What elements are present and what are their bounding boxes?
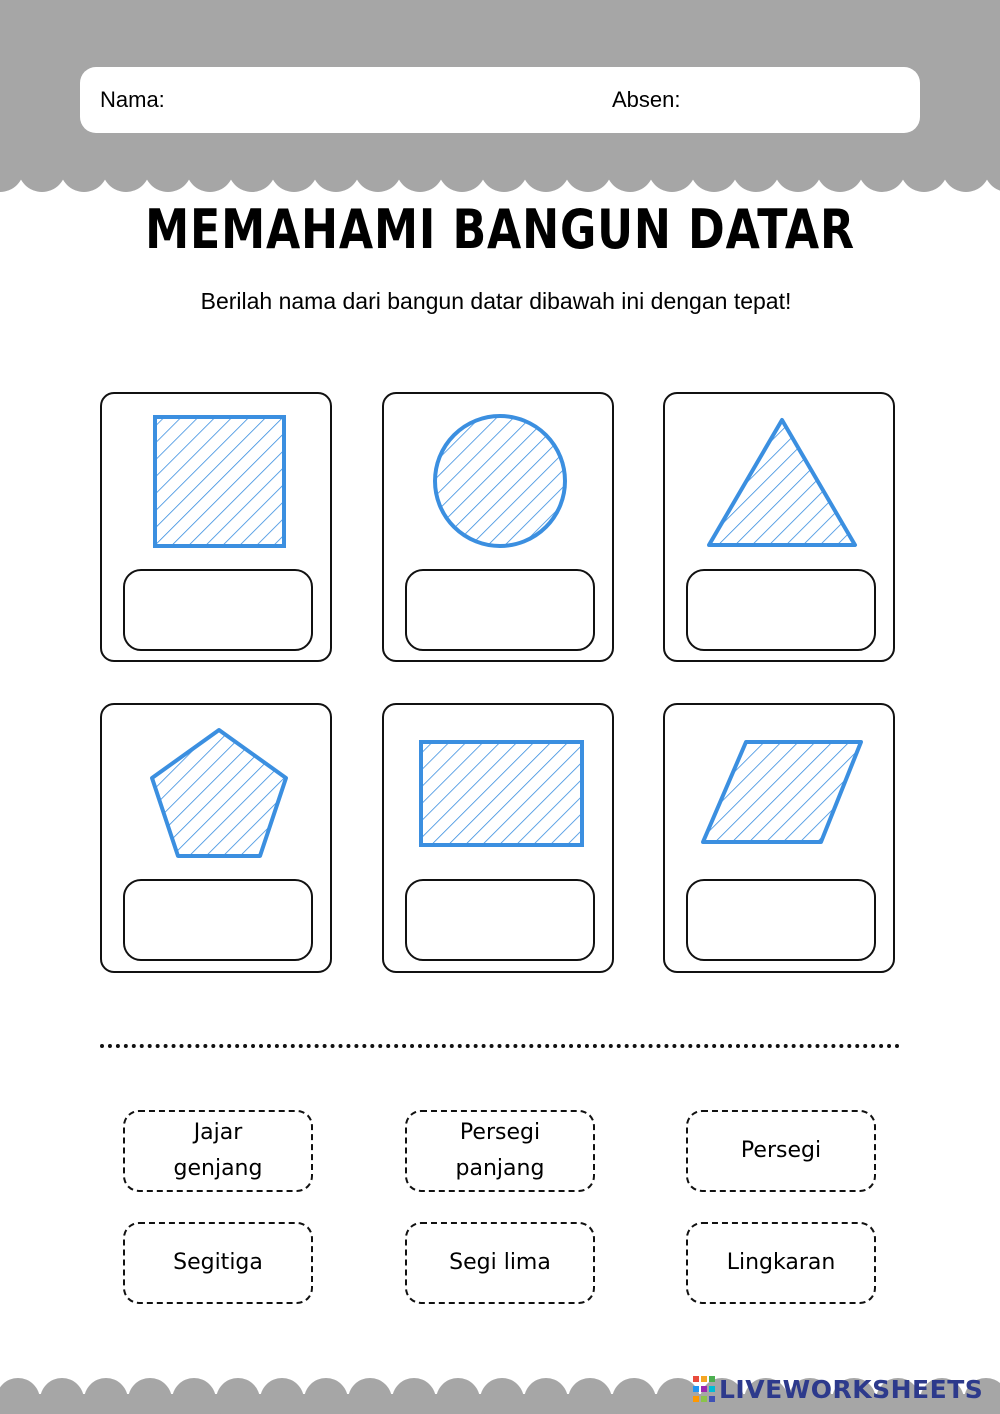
answer-box-1[interactable] [123,569,313,651]
answer-box-4[interactable] [123,879,313,961]
answer-box-3[interactable] [686,569,876,651]
word-chip-segi-lima[interactable]: Segi lima [405,1222,595,1304]
word-chip-segitiga[interactable]: Segitiga [123,1222,313,1304]
shape-card-5 [382,703,614,973]
answer-box-2[interactable] [405,569,595,651]
shape-card-2 [382,392,614,662]
word-chip-lingkaran[interactable]: Lingkaran [686,1222,876,1304]
liveworksheets-logo-icon [693,1376,715,1402]
liveworksheets-logo[interactable] [693,1374,983,1404]
word-chip-jajar-genjang[interactable]: Jajar genjang [123,1110,313,1192]
name-absen-bar [80,67,920,133]
word-chip-persegi-panjang[interactable]: Persegi panjang [405,1110,595,1192]
name-label: Nama: [100,87,165,112]
logo-text: LIVEWORKSHEETS [719,1374,984,1404]
word-chip-persegi[interactable]: Persegi [686,1110,876,1192]
shape-card-1 [100,392,332,662]
instruction-text: Berilah nama dari bangun datar dibawah ini dengan tepat! [200,288,792,314]
shape-card-6 [663,703,895,973]
dotted-divider [100,1044,900,1048]
page-title: MEMAHAMI BANGUN DATAR [145,198,855,261]
answer-box-5[interactable] [405,879,595,961]
shape-card-3 [663,392,895,662]
answer-box-6[interactable] [686,879,876,961]
absen-label: Absen: [612,87,681,112]
shape-card-4 [100,703,332,973]
